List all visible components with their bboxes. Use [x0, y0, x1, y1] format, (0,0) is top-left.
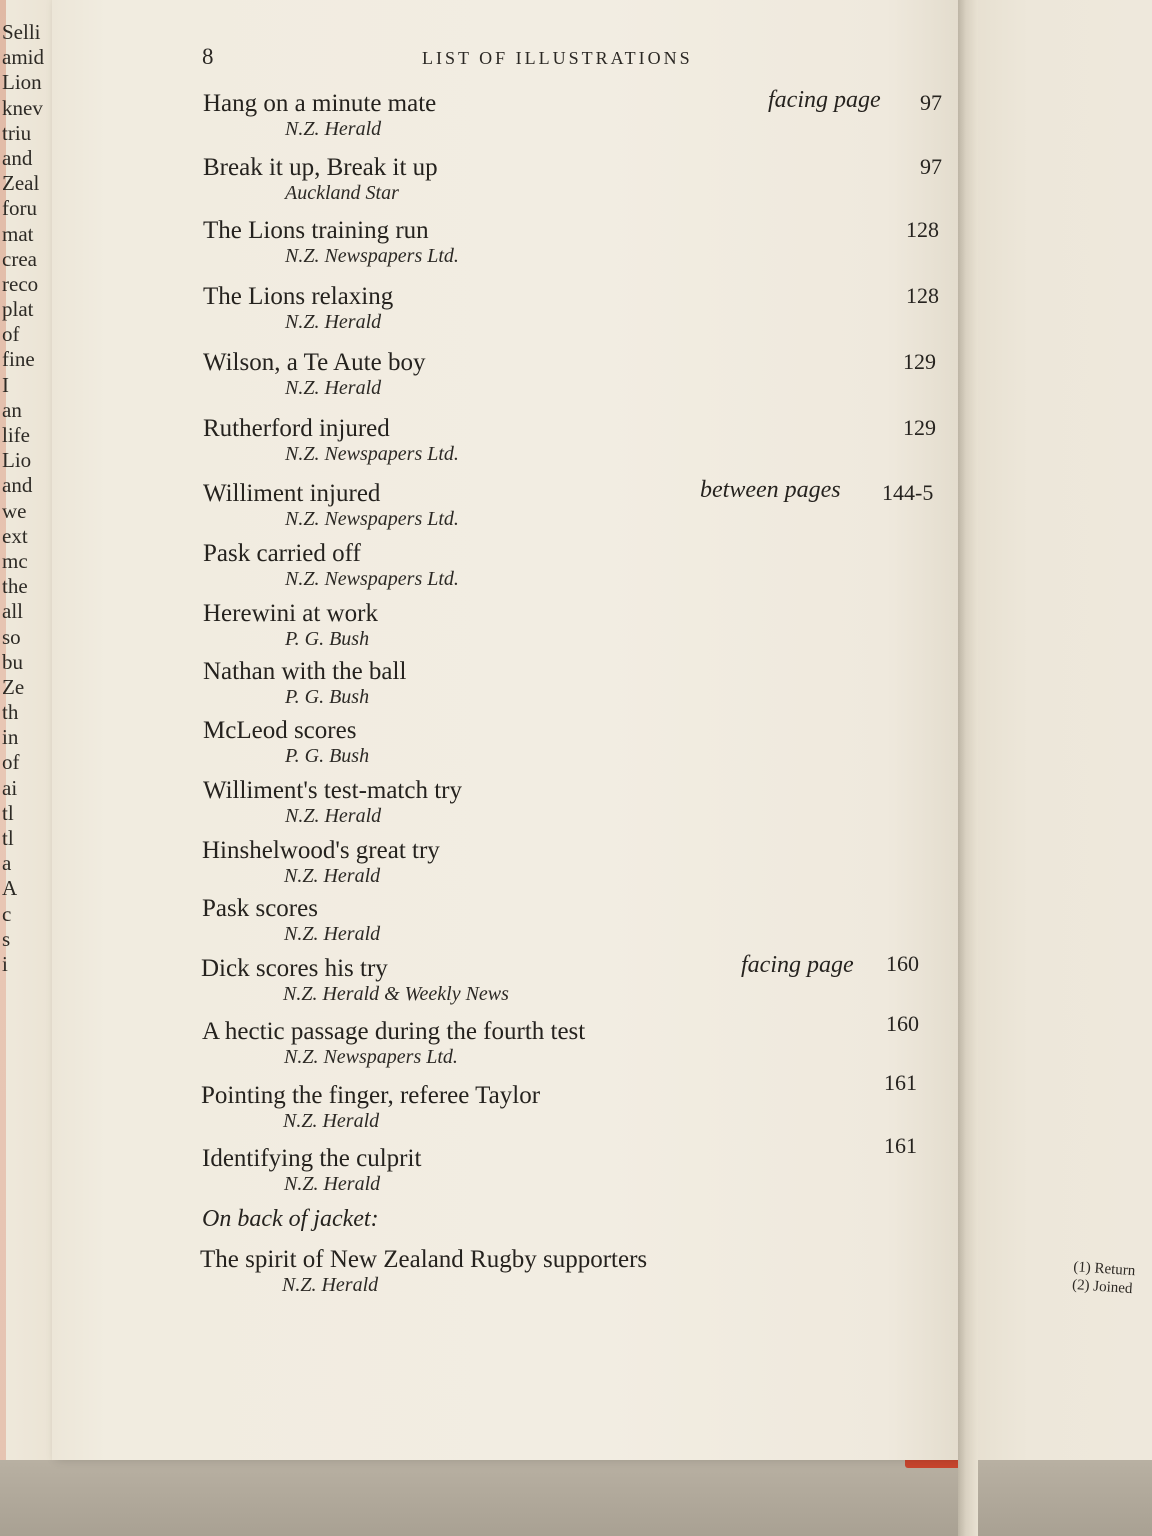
illustration-entry	[0, 1011, 960, 1080]
entry-credit: N.Z. Herald	[285, 311, 382, 333]
entry-title: Herewini at work	[203, 600, 378, 627]
entry-page-number: 160	[886, 951, 919, 976]
left-page-line: i	[2, 951, 8, 976]
entry-page-number: 161	[884, 1133, 917, 1158]
left-page-line: life	[2, 423, 30, 447]
entry-credit: N.Z. Newspapers Ltd.	[285, 245, 459, 267]
entry-credit: N.Z. Herald	[285, 118, 382, 140]
entry-title: Dick scores his try	[201, 955, 388, 982]
entry-credit: N.Z. Herald	[282, 1274, 379, 1296]
right-page-footnotes	[1071, 1258, 1152, 1299]
illustration-entry	[0, 540, 960, 602]
entry-title: McLeod scores	[203, 717, 357, 744]
entry-title: Rutherford injured	[203, 415, 390, 442]
left-page-line: th	[2, 700, 19, 725]
entry-credit: N.Z. Herald	[285, 805, 382, 827]
entry-title: Nathan with the ball	[203, 658, 407, 685]
entry-title: Identifying the culprit	[202, 1145, 422, 1172]
illustration-entry	[0, 837, 960, 899]
entry-credit: P. G. Bush	[285, 628, 370, 650]
entry-credit: N.Z. Newspapers Ltd.	[285, 508, 459, 530]
left-page-line: the	[2, 574, 28, 599]
left-page-line: Selli	[2, 20, 41, 44]
illustration-entry	[0, 1070, 960, 1144]
left-page-line: Lio	[2, 448, 32, 473]
left-page-line: so	[2, 624, 21, 649]
illustration-entry	[0, 87, 960, 152]
illustration-entry	[0, 951, 960, 1017]
entry-title: The Lions relaxing	[203, 283, 394, 310]
entry-page-number: 144-5	[882, 480, 934, 505]
entry-page-number: 160	[886, 1011, 919, 1036]
entry-title: Pask carried off	[203, 540, 361, 567]
left-page-line: in	[2, 725, 19, 750]
entry-title: Williment injured	[203, 480, 381, 507]
left-page-line: I	[2, 372, 9, 397]
left-page-line: mc	[2, 548, 28, 573]
footnote-1: (1) Return	[1072, 1258, 1136, 1280]
left-page-line: s	[2, 926, 11, 951]
left-page-line: a	[2, 851, 12, 876]
entry-title: Pask scores	[202, 895, 318, 922]
left-page-line: of	[2, 750, 20, 775]
left-page-line: bu	[2, 649, 23, 674]
left-page-line: Ze	[2, 674, 25, 699]
entry-title: Hinshelwood's great try	[202, 837, 440, 864]
entry-credit: N.Z. Herald	[283, 1110, 380, 1132]
left-page-line: all	[2, 599, 23, 624]
page-gutter	[958, 0, 978, 1536]
entry-title: Hang on a minute mate	[203, 90, 437, 117]
left-page-line: amid	[2, 45, 44, 70]
left-page-line: Zeal	[2, 171, 40, 196]
entry-page-number: 128	[906, 217, 939, 242]
illustration-entry	[0, 717, 960, 779]
running-head: LIST OF ILLUSTRATIONS	[422, 48, 693, 68]
entry-credit: N.Z. Herald	[285, 377, 382, 399]
illustration-entry	[0, 658, 960, 720]
entry-credit: N.Z. Herald & Weekly News	[283, 983, 509, 1005]
entry-credit: Auckland Star	[285, 182, 399, 204]
left-page-line: an	[2, 397, 22, 422]
illustration-entry	[0, 415, 960, 477]
entry-page-number: 97	[920, 154, 942, 179]
table-surface	[0, 1460, 1152, 1536]
entry-credit: N.Z. Newspapers Ltd.	[284, 1046, 458, 1068]
left-page-line: crea	[2, 246, 37, 271]
left-page-line: tl	[2, 826, 14, 850]
entry-title: Break it up, Break it up	[203, 154, 438, 181]
entry-credit: P. G. Bush	[285, 686, 370, 708]
left-page-line: ext	[2, 523, 28, 548]
left-page-line: of	[2, 322, 20, 347]
illustration-entry	[0, 283, 960, 345]
entry-credit: P. G. Bush	[285, 745, 370, 767]
entry-page-label: facing page	[741, 952, 854, 978]
left-page-line: and	[2, 145, 33, 170]
entry-title: Pointing the finger, referee Taylor	[201, 1082, 541, 1109]
illustration-entry	[0, 600, 960, 662]
left-page-line: plat	[2, 297, 34, 322]
illustration-entry	[0, 154, 960, 216]
left-page-line: and	[2, 473, 33, 498]
left-page-line: reco	[2, 271, 39, 296]
illustration-entry	[0, 1133, 960, 1207]
illustration-entry	[0, 895, 960, 957]
left-page-line: ai	[2, 775, 18, 800]
right-book-page	[976, 0, 1152, 1536]
left-page-line: knev	[2, 95, 43, 120]
illustration-entry	[0, 217, 960, 279]
illustration-entry	[0, 349, 960, 411]
entry-page-number: 129	[903, 415, 936, 440]
entry-title: A hectic passage during the fourth test	[202, 1018, 586, 1045]
entry-credit: N.Z. Newspapers Ltd.	[285, 568, 459, 590]
left-page-line: mat	[2, 221, 34, 246]
entry-page-label: between pages	[700, 477, 841, 503]
entry-page-number: 161	[884, 1070, 917, 1095]
left-page-line: foru	[2, 196, 37, 221]
left-page-line: tl	[2, 800, 14, 825]
left-page-line: A	[2, 876, 18, 901]
page-number: 8	[202, 44, 214, 69]
entry-title: Williment's test-match try	[203, 777, 462, 804]
jacket-label: On back of jacket:	[202, 1206, 379, 1232]
left-page-line: triu	[2, 120, 32, 145]
entry-title: The spirit of New Zealand Rugby supporters	[200, 1246, 648, 1273]
entry-page-number: 129	[903, 349, 936, 374]
entry-credit: N.Z. Herald	[284, 865, 381, 887]
left-page-line: Lion	[2, 70, 42, 95]
illustration-entry	[0, 477, 960, 542]
left-page-line: we	[2, 498, 27, 523]
entry-credit: N.Z. Herald	[284, 923, 381, 945]
footnote-2: (2) Joined	[1071, 1276, 1133, 1298]
left-page-line: c	[2, 901, 12, 926]
illustration-entry	[0, 777, 960, 839]
entry-credit: N.Z. Newspapers Ltd.	[285, 443, 459, 465]
entry-page-number: 97	[920, 90, 942, 115]
entry-credit: N.Z. Herald	[284, 1173, 381, 1195]
entry-title: The Lions training run	[203, 217, 429, 244]
jacket-entry	[0, 1246, 960, 1308]
left-page-line: fine	[2, 347, 35, 372]
entry-page-number: 128	[906, 283, 939, 308]
entry-page-label: facing page	[768, 87, 881, 113]
entry-title: Wilson, a Te Aute boy	[203, 349, 426, 376]
